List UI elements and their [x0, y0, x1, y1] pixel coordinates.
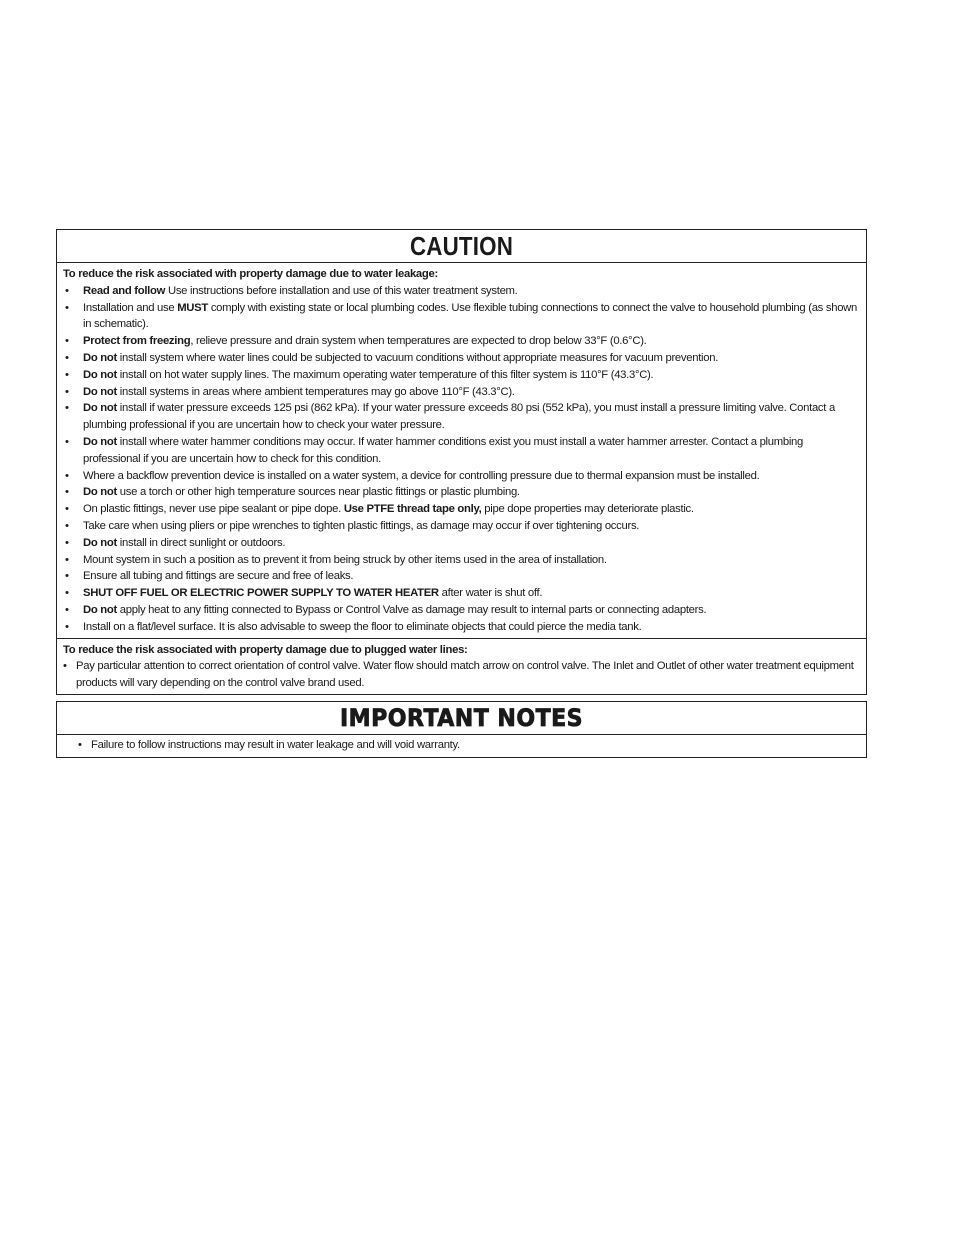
- list-item: • Protect from freezing, relieve pressure and drain system when temperatures are expected to drop below 33°F (0.6°C).: [63, 333, 858, 350]
- plugged-lines-list: [63, 658, 858, 692]
- list-item: • Do not install if water pressure exceeds 125 psi (862 kPa). If your water pressure exceeds 80 psi (552 kPa), you must install a pressure limiting valve. Contact a plumbing professional if you are uncertain how to check your water pressure.: [63, 400, 858, 434]
- notes-title: IMPORTANT NOTES: [339, 704, 583, 732]
- list-item: • Mount system in such a position as to prevent it from being struck by other items used in the area of installation.: [63, 552, 858, 569]
- list-item: • Do not install systems in areas where ambient temperatures may go above 110°F (43.3°C).: [63, 384, 858, 401]
- list-item: • Do not use a torch or other high temperature sources near plastic fittings or plastic plumbing.: [63, 484, 858, 501]
- notes-section: [57, 735, 866, 757]
- leakage-section: [57, 263, 866, 638]
- notes-list: [63, 737, 858, 754]
- list-item: • Installation and use MUST comply with existing state or local plumbing codes. Use flexible tubing connections to connect the valve to household plumbing (as shown in schematic).: [63, 300, 858, 334]
- list-item: • Do not install on hot water supply lines. The maximum operating water temperature of this filter system is 110°F (43.3°C).: [63, 367, 858, 384]
- list-item: • Failure to follow instructions may result in water leakage and will void warranty.: [63, 737, 858, 754]
- important-notes-box: [56, 701, 867, 758]
- list-item: • Take care when using pliers or pipe wrenches to tighten plastic fittings, as damage may occur if over tightening occurs.: [63, 518, 858, 535]
- list-item: • SHUT OFF FUEL OR ELECTRIC POWER SUPPLY TO WATER HEATER after water is shut off.: [63, 585, 858, 602]
- caution-box: [56, 229, 867, 695]
- list-item: • Pay particular attention to correct orientation of control valve. Water flow should match arrow on control valve. The Inlet and Outlet of other water treatment equipment products will vary depending on the control valve brand used.: [63, 658, 858, 692]
- list-item: • Where a backflow prevention device is installed on a water system, a device for controlling pressure due to thermal expansion must be installed.: [63, 468, 858, 485]
- list-item: • On plastic fittings, never use pipe sealant or pipe dope. Use PTFE thread tape only, pipe dope properties may deteriorate plastic.: [63, 501, 858, 518]
- list-item: • Read and follow Use instructions before installation and use of this water treatment system.: [63, 283, 858, 300]
- list-item: • Do not install where water hammer conditions may occur. If water hammer conditions exist you must install a water hammer arrester. Contact a plumbing professional if you are uncertain how to check for this condition.: [63, 434, 858, 468]
- leakage-heading: To reduce the risk associated with property damage due to water leakage:: [63, 268, 438, 280]
- caution-title: CAUTION: [409, 231, 514, 261]
- notes-title-bar: [57, 702, 866, 735]
- plugged-lines-section: [57, 638, 866, 694]
- list-item: • Do not install in direct sunlight or outdoors.: [63, 535, 858, 552]
- list-item: • Install on a flat/level surface. It is also advisable to sweep the floor to eliminate objects that could pierce the media tank.: [63, 619, 858, 636]
- list-item: • Do not install system where water lines could be subjected to vacuum conditions without appropriate measures for vacuum prevention.: [63, 350, 858, 367]
- leakage-list: [63, 283, 858, 636]
- list-item: • Do not apply heat to any fitting connected to Bypass or Control Valve as damage may result to internal parts or connecting adapters.: [63, 602, 858, 619]
- list-item: • Ensure all tubing and fittings are secure and free of leaks.: [63, 568, 858, 585]
- plugged-lines-heading: To reduce the risk associated with property damage due to plugged water lines:: [63, 643, 468, 656]
- caution-title-bar: [57, 230, 866, 263]
